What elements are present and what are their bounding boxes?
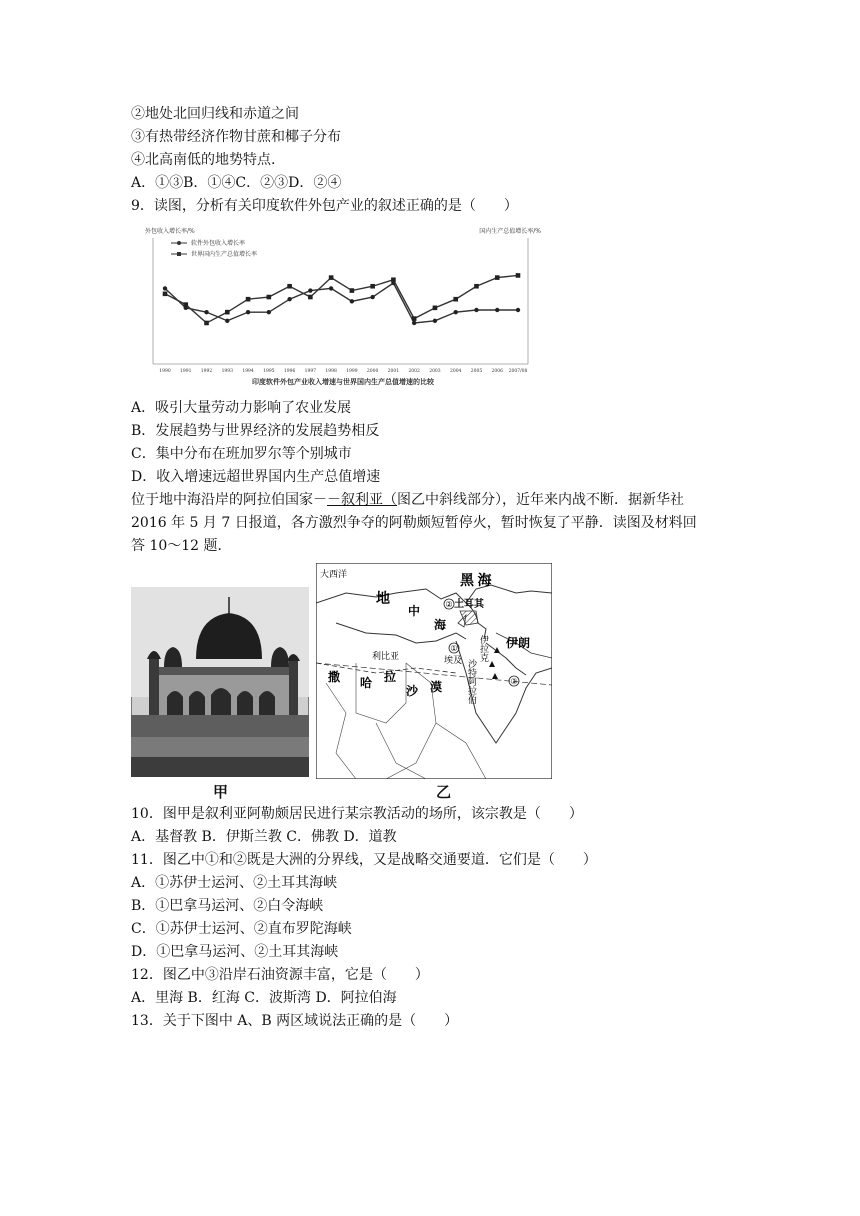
question-13: 13．关于下图中 A、B 两区域说法正确的是（ ） (131, 1013, 459, 1029)
option-10: A．基督教 B．伊斯兰教 C．佛教 D．道教 (131, 829, 397, 845)
question-10: 10．图甲是叙利亚阿勒颇居民进行某宗教活动的场所，该宗教是（ ） (131, 806, 583, 822)
svg-text:伊拉克: 伊拉克 (479, 635, 489, 662)
x-tick-label: 1996 (283, 369, 296, 374)
data-point (163, 292, 168, 297)
data-point (183, 302, 188, 307)
x-tick-label: 2002 (408, 369, 420, 374)
svg-text:大西洋: 大西洋 (320, 569, 348, 579)
option-9a: A．吸引大量劳动力影响了农业发展 (131, 400, 352, 416)
mosque-photo (131, 587, 309, 777)
svg-text:沙: 沙 (406, 684, 419, 698)
x-tick-label: 1995 (263, 369, 275, 374)
passage-line: 答 10～12 题． (131, 538, 232, 554)
svg-text:海: 海 (434, 618, 447, 632)
x-tick-label: 1993 (221, 369, 234, 374)
svg-text:沙特阿拉伯: 沙特阿拉伯 (467, 659, 477, 704)
series-line-1 (165, 275, 518, 323)
data-point (454, 310, 458, 314)
option-9c: C．集中分布在班加罗尔等个别城市 (131, 446, 352, 462)
data-point (370, 295, 374, 299)
x-tick-label: 1991 (180, 369, 192, 374)
legend-entry-revenue: 软件外包收入增长率 (191, 240, 246, 247)
x-tick-label: 1992 (200, 369, 213, 374)
svg-text:埃及: 埃及 (444, 655, 463, 665)
data-point (225, 310, 230, 315)
data-point (246, 310, 250, 314)
data-point (308, 288, 312, 292)
svg-text:利比亚: 利比亚 (372, 651, 400, 661)
text-line: ②地处北回归线和赤道之间 (131, 106, 299, 122)
option-11a: A．①苏伊士运河、②土耳其海峡 (131, 875, 338, 891)
x-tick-label: 2003 (429, 369, 441, 374)
chart-title: 印度软件外包产业收入增速与世界国内生产总值增速的比较 (252, 377, 434, 386)
x-tick-label: 2004 (449, 369, 462, 374)
data-point (474, 308, 478, 312)
data-point (267, 310, 271, 314)
data-point (474, 284, 479, 289)
data-point (204, 310, 208, 314)
data-point (287, 284, 292, 289)
left-axis-label: 外包收入增长率/% (145, 228, 195, 235)
growth-comparison-chart (143, 224, 543, 392)
data-point (308, 295, 313, 300)
chart-legend (171, 239, 257, 258)
data-point (370, 284, 375, 289)
data-point (246, 297, 251, 302)
data-point (350, 299, 354, 303)
x-tick-label: 2006 (491, 369, 503, 374)
svg-text:②: ② (445, 600, 453, 609)
x-tick-label: 2001 (387, 369, 400, 374)
data-point (495, 308, 499, 312)
svg-text:土耳其: 土耳其 (454, 599, 484, 610)
right-axis-label: 国内生产总值增长率/% (479, 228, 541, 235)
passage-line: 位于地中海沿岸的阿拉伯国家－－叙利亚（图乙中斜线部分），近年来内战不断．据新华社 (131, 492, 684, 508)
option-12: A．里海 B．红海 C．波斯湾 D．阿拉伯海 (131, 990, 397, 1006)
x-tick-label: 2000 (366, 369, 379, 374)
data-point (391, 277, 396, 282)
data-point (412, 321, 416, 325)
x-tick-label: 1998 (325, 369, 337, 374)
x-tick-label: 1997 (304, 369, 317, 374)
option-9d: D．收入增速远超世界国内生产总值增速 (131, 469, 381, 485)
option-9b: B．发展趋势与世界经济的发展趋势相反 (131, 423, 380, 439)
data-point (516, 273, 521, 278)
svg-text:漠: 漠 (430, 680, 443, 694)
x-tick-label: 1999 (346, 369, 358, 374)
data-point (204, 321, 209, 326)
data-point (329, 286, 333, 290)
passage-line: 2016 年 5 月 7 日报道，各方激烈争夺的阿勒颇短暂停火，暂时恢复了平静．读图及材料回 (131, 515, 697, 531)
question-12: 12．图乙中③沿岸石油资源丰富，它是（ ） (131, 967, 429, 983)
option-11b: B．①巴拿马运河、②白令海峡 (131, 898, 324, 914)
text-line: ④北高南低的地势特点. (131, 152, 276, 168)
x-tick-label: 1994 (242, 369, 254, 374)
data-point (433, 306, 438, 311)
x-tick-label: 1990 (159, 369, 171, 374)
svg-text:黑 海: 黑 海 (460, 574, 492, 589)
x-tick-label: 2007/08 (508, 369, 528, 374)
svg-text:伊朗: 伊朗 (506, 636, 531, 650)
data-point (412, 316, 417, 321)
data-point (350, 288, 355, 293)
svg-text:中: 中 (408, 604, 421, 618)
option-11c: C．①苏伊士运河、②直布罗陀海峡 (131, 921, 352, 937)
data-point (163, 286, 167, 290)
option-11d: D．①巴拿马运河、②土耳其海峡 (131, 944, 339, 960)
data-point (225, 319, 229, 323)
svg-text:拉: 拉 (384, 670, 397, 684)
middle-east-map (316, 563, 552, 779)
svg-text:①: ① (450, 644, 458, 653)
svg-text:③: ③ (510, 677, 518, 686)
question-9: 9．读图，分析有关印度软件外包产业的叙述正确的是（ ） (131, 198, 518, 214)
data-point (495, 275, 500, 280)
x-tick-label: 2005 (470, 369, 483, 374)
text-line: ③有热带经济作物甘蔗和椰子分布 (131, 129, 341, 145)
data-point (433, 319, 437, 323)
question-11: 11．图乙中①和②既是大洲的分界线，又是战略交通要道．它们是（ ） (131, 852, 597, 868)
data-point (516, 308, 520, 312)
svg-text:撒: 撒 (328, 670, 341, 684)
data-point (453, 297, 458, 302)
caption-yi: 乙 (436, 783, 452, 801)
answer-options: A．①③B．①④C．②③D．②④ (131, 175, 342, 191)
legend-entry-gdp: 世界国内生产总值增长率 (191, 251, 258, 258)
svg-text:哈: 哈 (360, 676, 373, 690)
data-point (267, 295, 272, 300)
caption-jia: 甲 (213, 783, 229, 801)
data-point (329, 275, 334, 280)
svg-text:地: 地 (376, 592, 390, 607)
data-point (287, 297, 291, 301)
